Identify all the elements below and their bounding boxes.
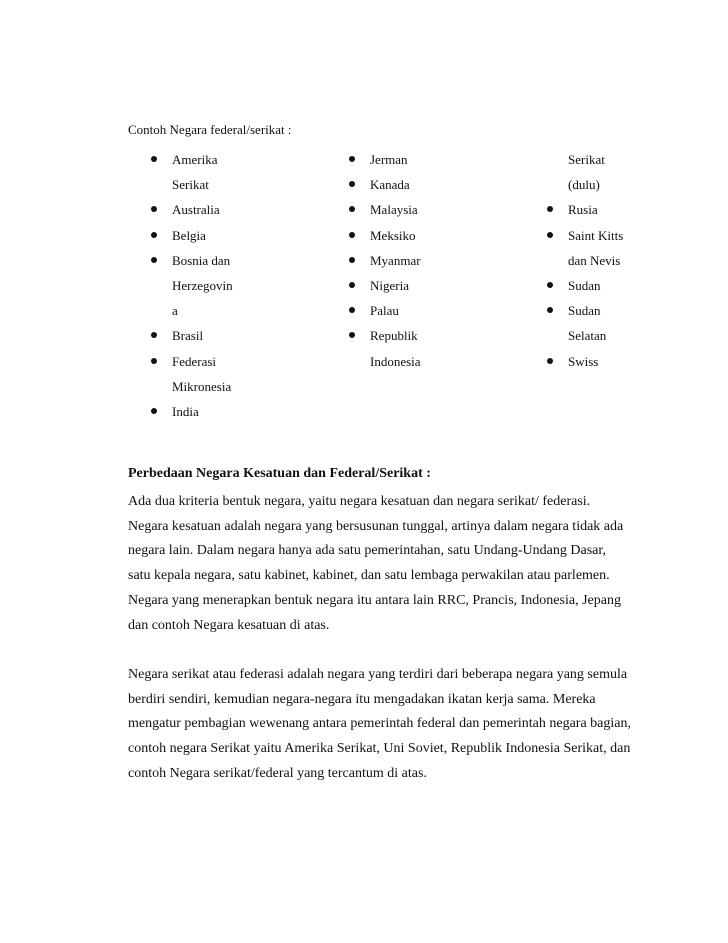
bullet-icon: [547, 206, 553, 212]
bullet-icon: [151, 206, 157, 212]
list-item-text: Selatan: [568, 328, 607, 344]
list-item-text: Swiss: [568, 353, 599, 369]
list-item: [150, 223, 270, 248]
list-item-text: Mikronesia: [172, 378, 232, 394]
paragraph-line: contoh negara Serikat yaitu Amerika Serikat, Uni Soviet, Republik Indonesia Serikat, dan: [128, 741, 631, 757]
bullet-icon: [547, 307, 553, 313]
country-list-column-3: [546, 147, 646, 374]
bullet-icon: [151, 332, 157, 338]
list-item: [150, 248, 270, 324]
list-item: [348, 248, 488, 273]
paragraph-line: negara lain. Dalam negara hanya ada satu pemerintahan, satu Undang-Undang Dasar,: [128, 543, 606, 559]
list-item-text: Meksiko: [370, 227, 416, 243]
list-item: [348, 223, 488, 248]
list-item-text: Rusia: [568, 202, 598, 218]
bullet-icon: [349, 181, 355, 187]
list-item-text: Indonesia: [370, 353, 421, 369]
list-item: [348, 273, 488, 298]
list-item-text: Jerman: [370, 152, 408, 167]
paragraph-line: berdiri sendiri, kemudian negara-negara itu mengadakan ikatan kerja sama. Mereka: [128, 691, 596, 707]
list-item: [546, 273, 646, 298]
bullet-icon: [349, 206, 355, 212]
list-item-text: Republik: [370, 328, 418, 344]
list-item: [150, 197, 270, 222]
bullet-icon: [151, 408, 157, 414]
bullet-icon: [349, 156, 355, 162]
list-item: [150, 323, 270, 348]
bullet-icon: [349, 232, 355, 238]
intro-text: Contoh Negara federal/serikat :: [128, 122, 292, 137]
list-item-text: Nigeria: [370, 278, 409, 294]
bullet-icon: [151, 156, 157, 162]
bullet-icon: [349, 307, 355, 313]
list-item: [348, 147, 488, 172]
bullet-icon: [151, 358, 157, 364]
list-item: [546, 223, 646, 273]
list-item-text: a: [172, 303, 178, 319]
list-item-text: Saint Kitts: [568, 227, 624, 243]
paragraph-line: Ada dua kriteria bentuk negara, yaitu negara kesatuan dan negara serikat/ federasi.: [128, 494, 591, 509]
list-item-text: Kanada: [370, 177, 410, 193]
list-item-text: Malaysia: [370, 202, 418, 218]
list-item: [150, 349, 270, 399]
list-item: [546, 298, 646, 348]
bullet-icon: [349, 257, 355, 263]
list-item: [546, 197, 646, 222]
country-list-column-1: [150, 147, 270, 424]
list-item: [348, 323, 488, 373]
list-item-text: Serikat: [568, 152, 605, 167]
list-item: [348, 172, 488, 197]
list-item-text: Sudan: [568, 278, 601, 294]
paragraph-line: satu kepala negara, satu kabinet, kabinet, dan satu lembaga perwakilan atau parlemen.: [128, 568, 610, 584]
bullet-icon: [151, 257, 157, 263]
paragraph: [128, 663, 648, 787]
paragraph-line: Negara yang menerapkan bentuk negara itu antara lain RRC, Prancis, Indonesia, Jepang: [128, 592, 621, 608]
list-item: [546, 349, 646, 374]
bullet-icon: [547, 358, 553, 364]
list-item-text: Federasi: [172, 353, 217, 369]
paragraph-line: contoh Negara serikat/federal yang tercantum di atas.: [128, 765, 427, 781]
list-item-text: Amerika: [172, 152, 218, 167]
list-item-text: Australia: [172, 202, 220, 218]
list-item: [348, 298, 488, 323]
list-item-text: Serikat: [172, 177, 209, 193]
paragraph-line: dan contoh Negara kesatuan di atas.: [128, 617, 330, 633]
list-item: [546, 147, 646, 197]
bullet-icon: [547, 232, 553, 238]
bullet-icon: [349, 282, 355, 288]
list-item: [150, 147, 270, 197]
list-item-text: (dulu): [568, 177, 600, 193]
list-item-text: Brasil: [172, 328, 204, 344]
list-item-text: Herzegovin: [172, 278, 233, 294]
list-item-text: Bosnia dan: [172, 252, 231, 268]
paragraph: [128, 490, 648, 638]
list-item-text: Palau: [370, 303, 399, 319]
section-title: Perbedaan Negara Kesatuan dan Federal/Serikat :: [128, 466, 431, 481]
list-item-text: India: [172, 404, 199, 420]
paragraph-line: Negara kesatuan adalah negara yang bersusunan tunggal, artinya dalam negara tidak ada: [128, 518, 624, 534]
list-item: [348, 197, 488, 222]
bullet-icon: [349, 332, 355, 338]
list-item-text: dan Nevis: [568, 252, 621, 268]
bullet-icon: [547, 282, 553, 288]
bullet-icon: [151, 232, 157, 238]
country-list-column-2: [348, 147, 488, 374]
paragraph-line: mengatur pembagian wewenang antara pemerintah federal dan pemerintah negara bagian,: [128, 716, 631, 732]
list-item-text: Belgia: [172, 227, 206, 243]
list-item-text: Sudan: [568, 303, 601, 319]
list-item: [150, 399, 270, 424]
paragraph-line: Negara serikat atau federasi adalah negara yang terdiri dari beberapa negara yang semula: [128, 667, 628, 682]
list-item-text: Myanmar: [370, 252, 421, 268]
